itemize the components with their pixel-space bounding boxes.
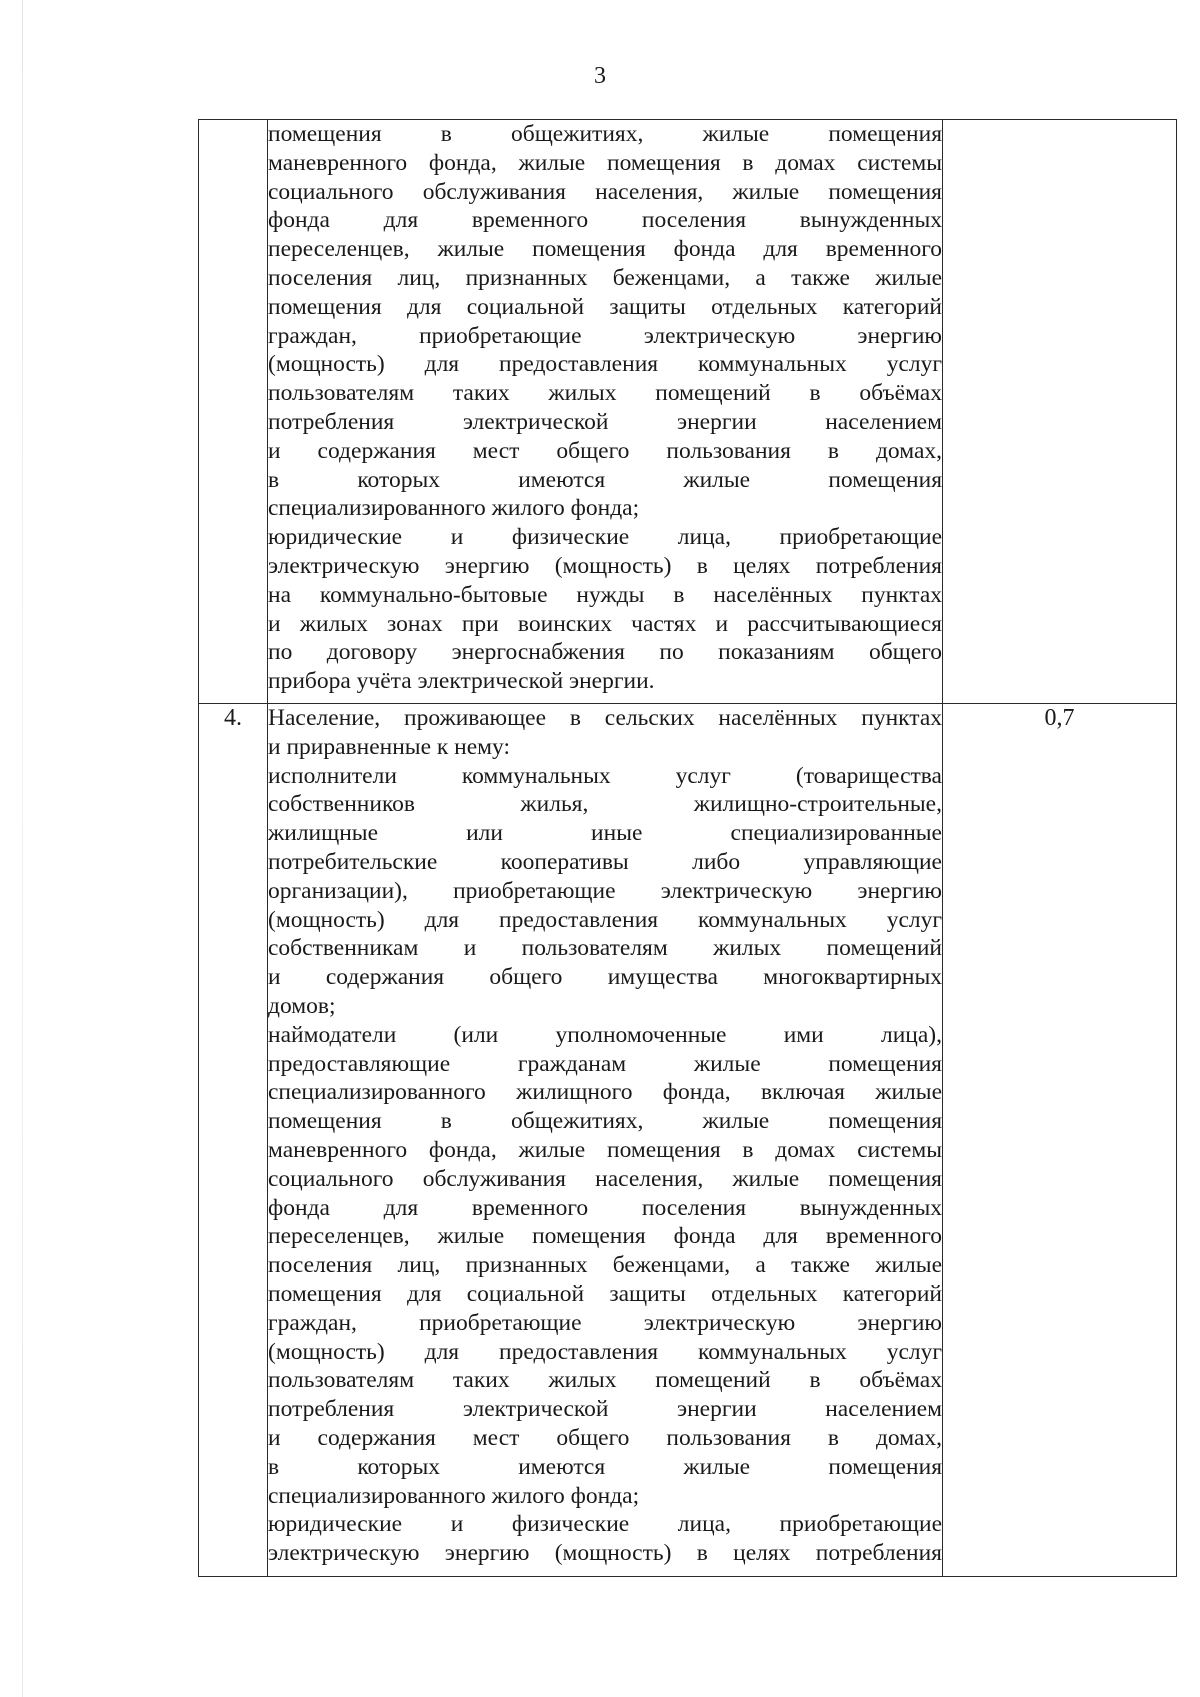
text-line: прибора учёта электрической энергии. [268,668,655,695]
text-line: предоставляющие гражданам жилые помещения [268,1050,942,1077]
table-row [199,120,1177,704]
text-line: электрическую энергию (мощность) в целях потребления [268,1540,942,1567]
text-line: организации), приобретающие электрическую энергию [268,877,942,904]
text-line: социального обслуживания населения, жилые помещения [268,178,942,205]
text-line: и содержания мест общего пользования в домах, [268,437,942,464]
text-line: поселения лиц, признанных беженцами, а также жилые [268,1252,942,1279]
text-line: пользователям таких жилых помещений в объёмах [268,380,942,407]
text-line: фонда для временного поселения вынужденных [268,1194,942,1221]
text-line: помещения в общежитиях, жилые помещения [268,121,942,147]
text-line: потребления электрической энергии населением [268,408,942,435]
text-line: социального обслуживания населения, жилые помещения [268,1165,942,1192]
row-description-cell [268,120,943,704]
text-line: на коммунально-бытовые нужды в населённых пунктах [268,581,942,608]
row-number-cell: 4. [199,704,268,1577]
text-line: специализированного жилого фонда; [268,495,640,522]
text-line: наймодатели (или уполномоченные ими лица), [268,1021,942,1048]
text-line: и жилых зонах при воинских частях и рассчитывающиеся [268,610,942,637]
text-line: юридические и физические лица, приобретающие [268,1511,942,1538]
text-line: домов; [268,992,336,1019]
scan-edge-line [22,0,23,1697]
text-line: (мощность) для предоставления коммунальных услуг [268,906,942,933]
text-line: граждан, приобретающие электрическую энергию [268,1309,942,1336]
text-line: собственникам и пользователям жилых помещений [268,935,942,962]
text-line: Население, проживающее в сельских населённых пунктах [268,705,942,731]
text-line: помещения для социальной защиты отдельных категорий [268,293,942,320]
text-line: и содержания общего имущества многоквартирных [268,964,942,991]
text-line: (мощность) для предоставления коммунальных услуг [268,351,942,378]
tariff-table [198,119,1177,1577]
row-number-cell [199,120,268,704]
row-value-cell: 0,7 [943,704,1177,1577]
text-line: потребительские кооперативы либо управляющие [268,848,942,875]
text-line: и приравненные к нему: [268,733,511,760]
text-line: (мощность) для предоставления коммунальных услуг [268,1338,942,1365]
text-line: поселения лиц, признанных беженцами, а также жилые [268,264,942,291]
text-line: пользователям таких жилых помещений в объёмах [268,1367,942,1394]
text-line: в которых имеются жилые помещения [268,466,942,493]
text-line: исполнители коммунальных услуг (товарищества [268,762,942,789]
text-line: маневренного фонда, жилые помещения в домах системы [268,1136,942,1163]
text-line: электрическую энергию (мощность) в целях потребления [268,552,942,579]
description-text [268,704,942,1568]
text-line: граждан, приобретающие электрическую энергию [268,322,942,349]
text-line: маневренного фонда, жилые помещения в домах системы [268,149,942,176]
text-line: помещения в общежитиях, жилые помещения [268,1108,942,1135]
text-line: собственников жилья, жилищно-строительные, [268,791,942,818]
text-line: по договору энергоснабжения по показаниям общего [268,639,942,666]
description-text [268,120,942,696]
text-line: жилищные или иные специализированные [268,820,942,847]
text-line: потребления электрической энергии населением [268,1396,942,1423]
text-line: помещения для социальной защиты отдельных категорий [268,1280,942,1307]
text-line: переселенцев, жилые помещения фонда для временного [268,236,942,263]
page-number: 3 [594,63,606,89]
text-line: в которых имеются жилые помещения [268,1453,942,1480]
row-description-cell [268,704,943,1577]
text-line: фонда для временного поселения вынужденных [268,207,942,234]
text-line: специализированного жилого фонда; [268,1482,640,1509]
table-row [199,704,1177,1577]
text-line: переселенцев, жилые помещения фонда для временного [268,1223,942,1250]
text-line: юридические и физические лица, приобретающие [268,524,942,551]
row-value-cell [943,120,1177,704]
text-line: специализированного жилищного фонда, включая жилые [268,1079,942,1106]
text-line: и содержания мест общего пользования в домах, [268,1424,942,1451]
